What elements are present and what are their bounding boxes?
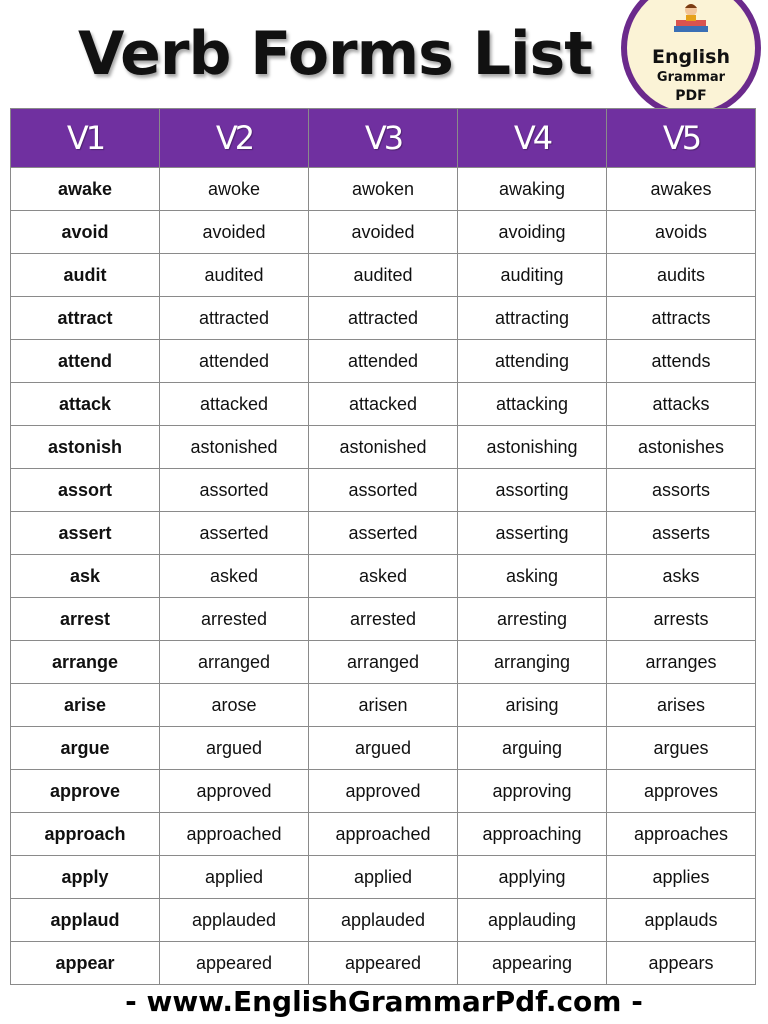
cell-v2: attacked xyxy=(160,383,309,426)
logo-text-pdf: PDF xyxy=(675,88,707,104)
cell-v5: applies xyxy=(607,856,756,899)
cell-v4: asking xyxy=(458,555,607,598)
cell-v4: arguing xyxy=(458,727,607,770)
cell-v3: approved xyxy=(309,770,458,813)
table-row xyxy=(11,168,756,211)
column-header-v4: V4 xyxy=(458,109,607,168)
cell-v5: attracts xyxy=(607,297,756,340)
cell-v1: astonish xyxy=(11,426,160,469)
cell-v3: arranged xyxy=(309,641,458,684)
cell-v5: asserts xyxy=(607,512,756,555)
cell-v1: arrest xyxy=(11,598,160,641)
table-row xyxy=(11,555,756,598)
cell-v1: assort xyxy=(11,469,160,512)
cell-v5: astonishes xyxy=(607,426,756,469)
cell-v2: attracted xyxy=(160,297,309,340)
table-row xyxy=(11,383,756,426)
cell-v1: avoid xyxy=(11,211,160,254)
cell-v5: appears xyxy=(607,942,756,985)
table-row xyxy=(11,512,756,555)
cell-v1: ask xyxy=(11,555,160,598)
cell-v1: attend xyxy=(11,340,160,383)
cell-v2: asked xyxy=(160,555,309,598)
cell-v4: avoiding xyxy=(458,211,607,254)
column-header-v1: V1 xyxy=(11,109,160,168)
cell-v5: applauds xyxy=(607,899,756,942)
website-footer[interactable]: - www.EnglishGrammarPdf.com - xyxy=(125,985,643,1018)
cell-v4: auditing xyxy=(458,254,607,297)
cell-v5: avoids xyxy=(607,211,756,254)
cell-v3: arrested xyxy=(309,598,458,641)
cell-v4: appearing xyxy=(458,942,607,985)
cell-v4: approaching xyxy=(458,813,607,856)
cell-v2: avoided xyxy=(160,211,309,254)
cell-v1: arrange xyxy=(11,641,160,684)
column-header-v3: V3 xyxy=(309,109,458,168)
cell-v4: arresting xyxy=(458,598,607,641)
table-row xyxy=(11,899,756,942)
cell-v1: argue xyxy=(11,727,160,770)
cell-v4: arranging xyxy=(458,641,607,684)
table-row xyxy=(11,942,756,985)
logo-text-english: English xyxy=(652,46,730,68)
cell-v4: asserting xyxy=(458,512,607,555)
cell-v2: applied xyxy=(160,856,309,899)
cell-v4: attending xyxy=(458,340,607,383)
cell-v5: awakes xyxy=(607,168,756,211)
cell-v1: attack xyxy=(11,383,160,426)
cell-v2: attended xyxy=(160,340,309,383)
cell-v2: audited xyxy=(160,254,309,297)
cell-v3: assorted xyxy=(309,469,458,512)
cell-v2: astonished xyxy=(160,426,309,469)
cell-v2: argued xyxy=(160,727,309,770)
table-row xyxy=(11,770,756,813)
cell-v1: approve xyxy=(11,770,160,813)
table-row xyxy=(11,856,756,899)
cell-v5: approaches xyxy=(607,813,756,856)
page-title: Verb Forms List xyxy=(78,19,592,89)
cell-v2: approached xyxy=(160,813,309,856)
cell-v1: appear xyxy=(11,942,160,985)
site-logo[interactable] xyxy=(621,0,767,120)
cell-v4: astonishing xyxy=(458,426,607,469)
table-row xyxy=(11,641,756,684)
cell-v4: arising xyxy=(458,684,607,727)
cell-v3: approached xyxy=(309,813,458,856)
cell-v1: arise xyxy=(11,684,160,727)
cell-v1: applaud xyxy=(11,899,160,942)
cell-v5: arrests xyxy=(607,598,756,641)
cell-v1: assert xyxy=(11,512,160,555)
table-row xyxy=(11,426,756,469)
verb-forms-table xyxy=(10,108,756,985)
cell-v2: arranged xyxy=(160,641,309,684)
cell-v3: attracted xyxy=(309,297,458,340)
cell-v1: approach xyxy=(11,813,160,856)
table-row xyxy=(11,469,756,512)
cell-v5: attends xyxy=(607,340,756,383)
cell-v3: attacked xyxy=(309,383,458,426)
cell-v4: applauding xyxy=(458,899,607,942)
cell-v1: attract xyxy=(11,297,160,340)
cell-v4: approving xyxy=(458,770,607,813)
cell-v4: assorting xyxy=(458,469,607,512)
logo-text-grammar: Grammar xyxy=(656,70,726,85)
cell-v4: applying xyxy=(458,856,607,899)
table-row xyxy=(11,727,756,770)
cell-v4: attacking xyxy=(458,383,607,426)
cell-v4: attracting xyxy=(458,297,607,340)
table-row xyxy=(11,254,756,297)
column-header-v5: V5 xyxy=(607,109,756,168)
cell-v2: appeared xyxy=(160,942,309,985)
cell-v3: awoken xyxy=(309,168,458,211)
cell-v2: arose xyxy=(160,684,309,727)
table-row xyxy=(11,684,756,727)
cell-v5: arranges xyxy=(607,641,756,684)
column-header-v2: V2 xyxy=(160,109,309,168)
cell-v2: awoke xyxy=(160,168,309,211)
cell-v2: arrested xyxy=(160,598,309,641)
cell-v3: audited xyxy=(309,254,458,297)
cell-v3: appeared xyxy=(309,942,458,985)
table-row xyxy=(11,297,756,340)
cell-v3: asserted xyxy=(309,512,458,555)
cell-v5: approves xyxy=(607,770,756,813)
reading-child-icon xyxy=(666,0,716,38)
table-row xyxy=(11,813,756,856)
cell-v3: astonished xyxy=(309,426,458,469)
cell-v3: asked xyxy=(309,555,458,598)
table-row xyxy=(11,211,756,254)
cell-v3: arisen xyxy=(309,684,458,727)
cell-v5: audits xyxy=(607,254,756,297)
table-row xyxy=(11,340,756,383)
cell-v1: awake xyxy=(11,168,160,211)
table-header-row xyxy=(11,109,756,168)
table-row xyxy=(11,598,756,641)
cell-v5: attacks xyxy=(607,383,756,426)
cell-v2: assorted xyxy=(160,469,309,512)
cell-v5: asks xyxy=(607,555,756,598)
cell-v3: avoided xyxy=(309,211,458,254)
cell-v4: awaking xyxy=(458,168,607,211)
cell-v1: apply xyxy=(11,856,160,899)
cell-v5: argues xyxy=(607,727,756,770)
cell-v5: arises xyxy=(607,684,756,727)
cell-v2: asserted xyxy=(160,512,309,555)
cell-v3: applied xyxy=(309,856,458,899)
cell-v3: applauded xyxy=(309,899,458,942)
cell-v2: approved xyxy=(160,770,309,813)
cell-v5: assorts xyxy=(607,469,756,512)
cell-v3: argued xyxy=(309,727,458,770)
cell-v3: attended xyxy=(309,340,458,383)
cell-v1: audit xyxy=(11,254,160,297)
cell-v2: applauded xyxy=(160,899,309,942)
